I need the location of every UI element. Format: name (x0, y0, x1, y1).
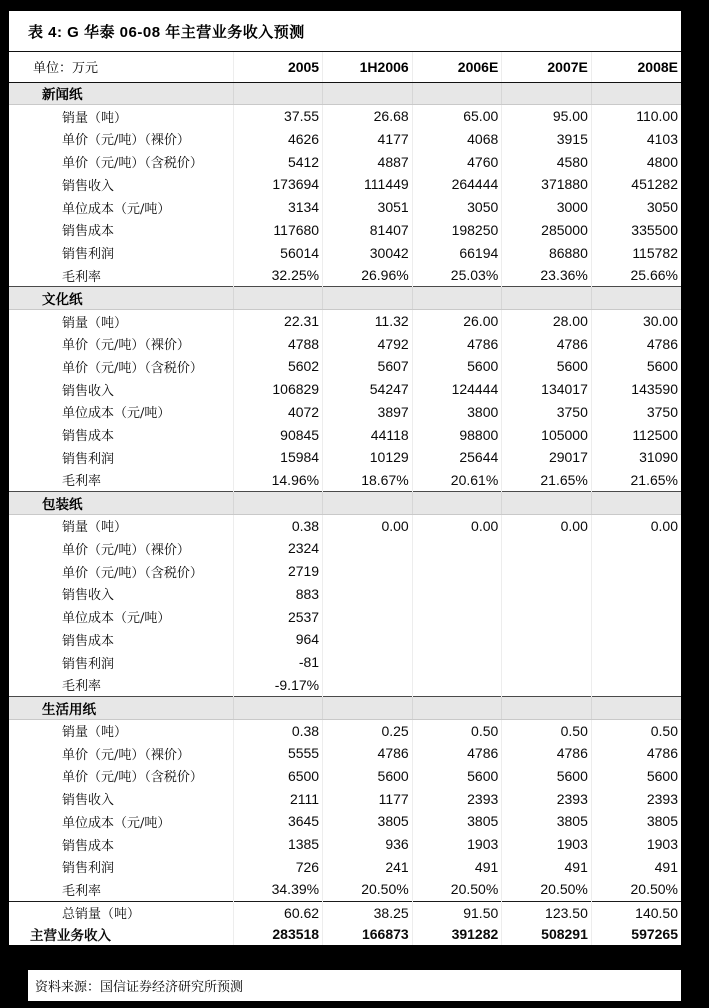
row-label: 单价（元/吨）（含税价） (9, 765, 233, 788)
cell-value: 20.50% (502, 878, 592, 901)
cell-value: 451282 (631, 176, 678, 193)
cell-value: 3805 (412, 810, 502, 833)
table-row (9, 219, 681, 242)
cell-value: 25644 (412, 446, 502, 469)
cell-value: 4068 (412, 128, 502, 151)
cell-value: -81 (233, 651, 323, 674)
cell-value: 5600 (502, 765, 592, 788)
table-row (9, 628, 681, 651)
cell-value: 91.50 (412, 901, 502, 924)
table-row (9, 537, 681, 560)
section-band-cell (323, 287, 413, 310)
cell-value: 115782 (632, 244, 678, 261)
forecast-table (9, 52, 681, 948)
section-band-cell (233, 287, 323, 310)
cell-value: 0.50 (650, 722, 678, 739)
cell-value: 264444 (412, 173, 502, 196)
cell-value: 29017 (502, 446, 592, 469)
cell-value: 23.36% (502, 264, 592, 287)
cell-value: 5600 (412, 765, 502, 788)
cell-value: 0.00 (323, 514, 413, 537)
cell-value: 134017 (502, 378, 592, 401)
row-label: 单价（元/吨）（含税价） (9, 355, 233, 378)
cell-value: 2719 (233, 560, 323, 583)
row-label: 单价（元/吨）（含税价） (9, 560, 233, 583)
cell-value: 18.67% (323, 469, 413, 492)
cell-value: 60.62 (233, 901, 323, 924)
table-row (9, 105, 681, 128)
cell-value: 4786 (502, 742, 592, 765)
cell-value: 3805 (502, 810, 592, 833)
cell-value (323, 674, 413, 697)
cell-value: 3897 (323, 401, 413, 424)
row-label: 销售利润 (9, 446, 233, 469)
cell-value: 4788 (233, 332, 323, 355)
cell-value: 20.50% (630, 881, 678, 898)
row-label: 单价（元/吨）（裸价） (9, 332, 233, 355)
cell-value: 6500 (233, 765, 323, 788)
cell-value: 0.00 (650, 517, 678, 534)
cell-value: 3645 (233, 810, 323, 833)
cell-value: 117680 (233, 219, 323, 242)
row-label: 毛利率 (9, 878, 233, 901)
cell-value: 241 (323, 856, 413, 879)
cell-value: 28.00 (502, 310, 592, 333)
cell-value: 20.50% (412, 878, 502, 901)
cell-value: 166873 (323, 924, 413, 947)
cell-value: 883 (233, 583, 323, 606)
cell-value: 32.25% (233, 264, 323, 287)
cell-value (502, 583, 592, 606)
cell-value: 21.65% (502, 469, 592, 492)
row-label: 销售成本 (9, 219, 233, 242)
cell-value: 5600 (502, 355, 592, 378)
cell-value: 173694 (233, 173, 323, 196)
cell-value: 22.31 (233, 310, 323, 333)
cell-value: 5600 (412, 355, 502, 378)
cell-value: 5600 (646, 358, 678, 375)
cell-value: 20.50% (323, 878, 413, 901)
section-band-cell (323, 492, 413, 515)
row-label: 单位成本（元/吨） (9, 605, 233, 628)
table-row (9, 423, 681, 446)
cell-value: 37.55 (233, 105, 323, 128)
cell-value: 56014 (233, 241, 323, 264)
cell-value (591, 651, 681, 674)
row-label: 销量（吨） (9, 310, 233, 333)
cell-value: 0.50 (502, 719, 592, 742)
cell-value: 0.00 (412, 514, 502, 537)
section-band-cell (412, 696, 502, 719)
cell-value: 0.38 (233, 719, 323, 742)
cell-value: 5412 (233, 150, 323, 173)
cell-value: -9.17% (233, 674, 323, 697)
cell-value: 123.50 (502, 901, 592, 924)
cell-value: 4760 (412, 150, 502, 173)
cell-value: 391282 (412, 924, 502, 947)
cell-value: 124444 (412, 378, 502, 401)
cell-value: 4786 (646, 335, 678, 352)
row-label: 总销量（吨） (9, 901, 233, 924)
section-band-cell (323, 82, 413, 105)
cell-value (412, 537, 502, 560)
row-label: 毛利率 (9, 674, 233, 697)
cell-value: 30042 (323, 241, 413, 264)
table-row (9, 150, 681, 173)
row-label: 销售成本 (9, 628, 233, 651)
cell-value (323, 560, 413, 583)
cell-value: 4800 (646, 153, 678, 170)
table-row (9, 310, 681, 333)
cell-value: 38.25 (323, 901, 413, 924)
section-header-row (9, 287, 681, 310)
cell-value: 4786 (323, 742, 413, 765)
section-band-cell (502, 287, 592, 310)
total-row (9, 901, 681, 924)
row-label: 主营业务收入 (9, 924, 233, 947)
cell-value: 4786 (502, 332, 592, 355)
cell-value: 0.38 (233, 514, 323, 537)
table-row (9, 332, 681, 355)
section-band-cell (591, 492, 681, 515)
cell-value: 1385 (233, 833, 323, 856)
row-label: 销售成本 (9, 423, 233, 446)
cell-value (412, 583, 502, 606)
section-band-cell (323, 696, 413, 719)
cell-value: 5600 (646, 767, 678, 784)
section-band-cell (591, 696, 681, 719)
cell-value: 1903 (502, 833, 592, 856)
column-header-2005: 2005 (233, 52, 323, 82)
cell-value: 3750 (646, 403, 678, 420)
cell-value: 283518 (233, 924, 323, 947)
cell-value: 4792 (323, 332, 413, 355)
cell-value: 491 (654, 858, 678, 875)
cell-value: 198250 (412, 219, 502, 242)
cell-value: 726 (233, 856, 323, 879)
table-row (9, 401, 681, 424)
table-row (9, 833, 681, 856)
column-header-2008e: 2008E (591, 52, 681, 82)
table-title: 表 4: G 华泰 06-08 年主营业务收入预测 (9, 11, 681, 52)
table-row (9, 719, 681, 742)
row-label: 毛利率 (9, 264, 233, 287)
section-band-cell (233, 82, 323, 105)
cell-value (591, 583, 681, 606)
cell-value: 491 (412, 856, 502, 879)
cell-value (502, 674, 592, 697)
cell-value: 26.68 (323, 105, 413, 128)
cell-value: 30.00 (642, 313, 678, 330)
cell-value (591, 537, 681, 560)
section-band-cell (233, 492, 323, 515)
cell-value: 491 (502, 856, 592, 879)
table-row (9, 378, 681, 401)
cell-value (412, 560, 502, 583)
section-band-cell (233, 696, 323, 719)
row-label: 销量（吨） (9, 719, 233, 742)
cell-value (591, 628, 681, 651)
row-label: 毛利率 (9, 469, 233, 492)
table-row (9, 241, 681, 264)
table-row (9, 514, 681, 537)
cell-value: 26.00 (412, 310, 502, 333)
cell-value: 90845 (233, 423, 323, 446)
cell-value: 5602 (233, 355, 323, 378)
column-header-2006e: 2006E (412, 52, 502, 82)
row-label: 单位成本（元/吨） (9, 810, 233, 833)
section-band-cell (412, 492, 502, 515)
cell-value: 44118 (323, 423, 413, 446)
cell-value (412, 651, 502, 674)
cell-value: 11.32 (323, 310, 413, 333)
cell-value: 3915 (502, 128, 592, 151)
cell-value (591, 674, 681, 697)
table-row (9, 128, 681, 151)
section-header-row (9, 696, 681, 719)
cell-value (323, 583, 413, 606)
cell-value: 3051 (323, 196, 413, 219)
cell-value: 4786 (412, 742, 502, 765)
cell-value: 4887 (323, 150, 413, 173)
row-label: 销售利润 (9, 856, 233, 879)
table-row (9, 446, 681, 469)
cell-value: 98800 (412, 423, 502, 446)
section-band-cell (591, 287, 681, 310)
cell-value (323, 537, 413, 560)
cell-value (502, 628, 592, 651)
cell-value: 597265 (591, 924, 681, 947)
cell-value: 110.00 (636, 108, 678, 125)
cell-value: 508291 (502, 924, 592, 947)
row-label: 单位成本（元/吨） (9, 196, 233, 219)
cell-value: 335500 (631, 221, 678, 238)
cell-value: 4626 (233, 128, 323, 151)
cell-value: 2393 (502, 787, 592, 810)
cell-value (323, 605, 413, 628)
cell-value: 4103 (646, 130, 678, 147)
cell-value: 371880 (502, 173, 592, 196)
cell-value: 3800 (412, 401, 502, 424)
table-row (9, 469, 681, 492)
cell-value: 105000 (502, 423, 592, 446)
column-header-2007e: 2007E (502, 52, 592, 82)
cell-value: 3805 (646, 813, 678, 830)
row-label: 单价（元/吨）（含税价） (9, 150, 233, 173)
cell-value (412, 605, 502, 628)
cell-value: 2393 (646, 790, 678, 807)
source-note-strip (28, 970, 681, 1001)
cell-value: 106829 (233, 378, 323, 401)
cell-value: 25.03% (412, 264, 502, 287)
table-row (9, 765, 681, 788)
cell-value: 3050 (646, 199, 678, 216)
section-band-cell (502, 492, 592, 515)
cell-value: 2393 (412, 787, 502, 810)
unit-label: 单位：万元 (9, 52, 233, 82)
section-band-cell (412, 287, 502, 310)
section-band-cell (502, 82, 592, 105)
table-row (9, 856, 681, 879)
cell-value (323, 651, 413, 674)
cell-value: 4177 (323, 128, 413, 151)
row-label: 销售成本 (9, 833, 233, 856)
cell-value: 1903 (646, 836, 678, 853)
cell-value: 3000 (502, 196, 592, 219)
revenue-total-row (9, 924, 681, 947)
forecast-table-panel (9, 11, 681, 948)
table-row (9, 651, 681, 674)
cell-value (502, 560, 592, 583)
row-label: 销量（吨） (9, 514, 233, 537)
cell-value: 5600 (323, 765, 413, 788)
section-header-row (9, 82, 681, 105)
cell-value: 0.00 (502, 514, 592, 537)
row-label: 销售利润 (9, 651, 233, 674)
table-row (9, 878, 681, 901)
cell-value: 112500 (632, 426, 678, 443)
cell-value: 54247 (323, 378, 413, 401)
cell-value: 936 (323, 833, 413, 856)
section-band-cell (412, 82, 502, 105)
table-row (9, 605, 681, 628)
cell-value: 3750 (502, 401, 592, 424)
row-label: 单价（元/吨）（裸价） (9, 742, 233, 765)
cell-value: 285000 (502, 219, 592, 242)
cell-value: 4072 (233, 401, 323, 424)
table-row (9, 810, 681, 833)
cell-value: 2537 (233, 605, 323, 628)
cell-value: 0.25 (323, 719, 413, 742)
cell-value: 0.50 (412, 719, 502, 742)
row-label: 销售收入 (9, 583, 233, 606)
row-label: 单价（元/吨）（裸价） (9, 537, 233, 560)
row-label: 销售收入 (9, 173, 233, 196)
section-band-cell (502, 696, 592, 719)
cell-value: 66194 (412, 241, 502, 264)
row-label: 销售利润 (9, 241, 233, 264)
cell-value: 3134 (233, 196, 323, 219)
cell-value: 26.96% (323, 264, 413, 287)
cell-value: 1903 (412, 833, 502, 856)
section-band-cell (591, 82, 681, 105)
cell-value (502, 651, 592, 674)
cell-value: 14.96% (233, 469, 323, 492)
cell-value (591, 560, 681, 583)
cell-value (502, 605, 592, 628)
cell-value: 20.61% (412, 469, 502, 492)
source-note: 资料来源：国信证券经济研究所预测 (35, 980, 244, 995)
cell-value: 964 (233, 628, 323, 651)
row-label: 销售收入 (9, 378, 233, 401)
table-row (9, 674, 681, 697)
cell-value (412, 628, 502, 651)
cell-value: 140.50 (591, 901, 681, 924)
cell-value: 95.00 (502, 105, 592, 128)
cell-value: 4786 (646, 745, 678, 762)
cell-value (502, 537, 592, 560)
table-row (9, 173, 681, 196)
row-label: 销售收入 (9, 787, 233, 810)
cell-value: 3805 (323, 810, 413, 833)
cell-value: 143590 (631, 381, 678, 398)
row-label: 单位成本（元/吨） (9, 401, 233, 424)
cell-value: 1177 (323, 787, 413, 810)
cell-value: 31090 (639, 449, 678, 466)
table-row (9, 583, 681, 606)
cell-value: 15984 (233, 446, 323, 469)
cell-value: 4786 (412, 332, 502, 355)
table-row (9, 560, 681, 583)
cell-value: 2111 (233, 787, 323, 810)
cell-value (591, 605, 681, 628)
cell-value: 21.65% (630, 471, 678, 488)
section-header-row (9, 492, 681, 515)
column-header-1h2006: 1H2006 (323, 52, 413, 82)
row-label: 单价（元/吨）（裸价） (9, 128, 233, 151)
cell-value: 86880 (502, 241, 592, 264)
cell-value: 34.39% (233, 878, 323, 901)
section-name: 包装纸 (9, 492, 233, 515)
table-row (9, 196, 681, 219)
table-row (9, 355, 681, 378)
cell-value (323, 628, 413, 651)
cell-value: 111449 (323, 173, 413, 196)
cell-value: 65.00 (412, 105, 502, 128)
section-name: 生活用纸 (9, 696, 233, 719)
cell-value: 3050 (412, 196, 502, 219)
cell-value: 5555 (233, 742, 323, 765)
cell-value: 4580 (502, 150, 592, 173)
cell-value: 25.66% (630, 267, 678, 284)
table-row (9, 787, 681, 810)
table-row (9, 742, 681, 765)
column-header-row (9, 52, 681, 82)
cell-value: 2324 (233, 537, 323, 560)
row-label: 销量（吨） (9, 105, 233, 128)
cell-value: 5607 (323, 355, 413, 378)
cell-value: 81407 (323, 219, 413, 242)
section-name: 文化纸 (9, 287, 233, 310)
table-row (9, 264, 681, 287)
cell-value (412, 674, 502, 697)
section-name: 新闻纸 (9, 82, 233, 105)
cell-value: 10129 (323, 446, 413, 469)
